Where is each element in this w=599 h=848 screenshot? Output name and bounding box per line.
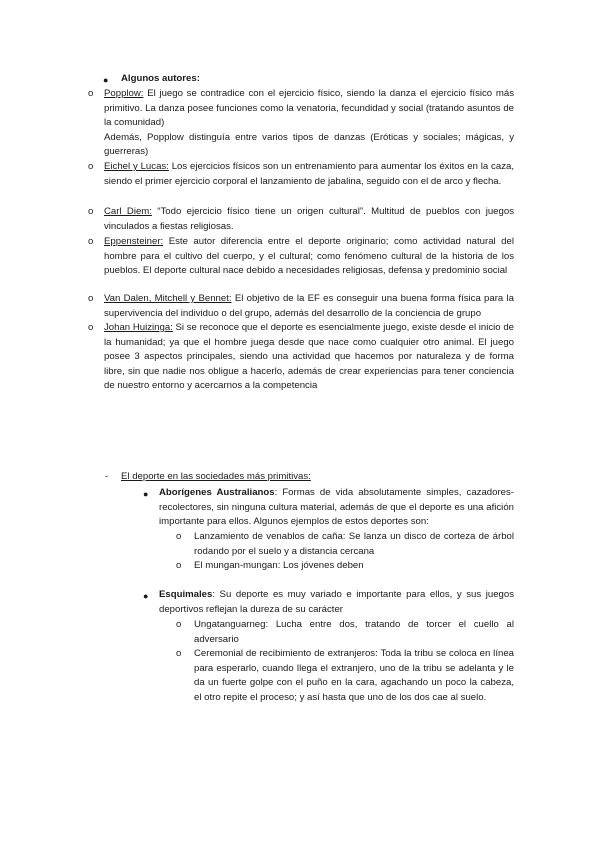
group-esquimales: [159, 588, 514, 617]
author-name: Johan Huizinga:: [104, 322, 173, 333]
circle-bullet-icon: o: [176, 560, 182, 571]
bullet-icon: ●: [143, 591, 149, 601]
primitive-societies-heading: El deporte en las sociedades más primitivas:: [121, 471, 311, 482]
circle-bullet-icon: o: [88, 206, 94, 217]
circle-bullet-icon: o: [176, 648, 182, 659]
group-item: Ungatanguarneg: Lucha entre dos, tratando de torcer el cuello al adversario: [194, 619, 514, 645]
author-text: El juego se contradice con el ejercicio físico, siendo la danza el ejercicio físico más primitivo. La danza posee funciones como la venatoria, fecundidad y social (tratando asuntos de la comunidad): [104, 88, 514, 129]
author-name: Popplow:: [104, 88, 144, 99]
circle-bullet-icon: o: [88, 88, 94, 99]
group-item: El mungan-mungan: Los jóvenes deben: [194, 560, 364, 571]
author-extra: Además, Popplow distinguía entre varios tipos de danzas (Eróticas y sociales; mágicas, y guerreras): [104, 131, 514, 158]
circle-bullet-icon: o: [88, 236, 94, 247]
dash-bullet-icon: -: [105, 471, 109, 482]
circle-bullet-icon: o: [88, 161, 94, 172]
author-text: “Todo ejercicio físico tiene un origen cultural”. Multitud de pueblos con juegos vinculados a fiestas religiosas.: [104, 206, 514, 232]
author-eppensteiner: [104, 235, 514, 279]
author-carl-diem: [104, 205, 514, 234]
circle-bullet-icon: o: [88, 322, 94, 333]
author-eichel-lucas: [104, 160, 514, 189]
group-name: Aborígenes Australianos: [159, 487, 275, 498]
bullet-icon: ●: [143, 489, 149, 499]
circle-bullet-icon: o: [88, 293, 94, 304]
group-text: : Su deporte es muy variado e importante para ellos, y sus juegos deportivos reflejan la dureza de su carácter: [159, 589, 514, 615]
bullet-icon: ●: [103, 75, 109, 85]
author-text: Este autor diferencia entre el deporte originario; como actividad natural del hombre para el cultivo del cuerpo, y el cultural; como fenómeno cultural de la historia de los pueblos. El deporte cultural nace debido a necesidades religiosas, defensa y predominio social: [104, 236, 514, 277]
author-popplow: [104, 87, 514, 160]
author-huizinga: [104, 321, 514, 394]
group-aborigenes: [159, 486, 514, 530]
author-name: Eppensteiner:: [104, 236, 164, 247]
group-text: : Formas de vida absolutamente simples, cazadores-recolectores, sin ninguna cultura material, además de que el deporte es una afición importante para ellos. Algunos ejemplos de estos deportes son:: [159, 487, 514, 528]
circle-bullet-icon: o: [176, 531, 182, 542]
author-van-dalen: [104, 292, 514, 321]
author-name: Carl Diem:: [104, 206, 152, 217]
author-text: Si se reconoce que el deporte es esencialmente juego, existe desde el inicio de la humanidad; ya que el hombre juega desde que nace como cualquier otro animal. El juego posee 3 aspectos principales, siendo una actividad que hacemos por naturaleza y de forma libre, sin que nadie nos obligue a hacerlo, además de crear experiencias para tener conciencia de nuestro entorno y acercarnos a la competencia: [104, 322, 514, 392]
author-name: Van Dalen, Mitchell y Bennet:: [104, 293, 232, 304]
group-name: Esquimales: [159, 589, 213, 600]
group-item: Ceremonial de recibimiento de extranjeros: Toda la tribu se coloca en línea para esperarlo, cuando llega el extranjero, uno de la tribu se adelanta y le da un fuerte golpe con el puño en la cara, agachando un poco la cabeza, el otro repite el proceso; y así hasta que uno de los dos cae al suelo.: [194, 648, 514, 703]
group-item: Lanzamiento de venablos de caña: Se lanza un disco de corteza de árbol rodando por el suelo y a distancia cercana: [194, 531, 514, 557]
author-text: Los ejercicios físicos son un entrenamiento para aumentar los éxitos en la caza, siendo el primer ejercicio corporal el lanzamiento de jabalina, seguido con el de arco y flecha.: [104, 161, 514, 187]
author-name: Eichel y Lucas:: [104, 161, 169, 172]
authors-heading: Algunos autores:: [121, 73, 200, 84]
author-text: El objetivo de la EF es conseguir una buena forma física para la supervivencia del individuo o del grupo, además del desarrollo de la conciencia de grupo: [104, 293, 514, 319]
circle-bullet-icon: o: [176, 619, 182, 630]
